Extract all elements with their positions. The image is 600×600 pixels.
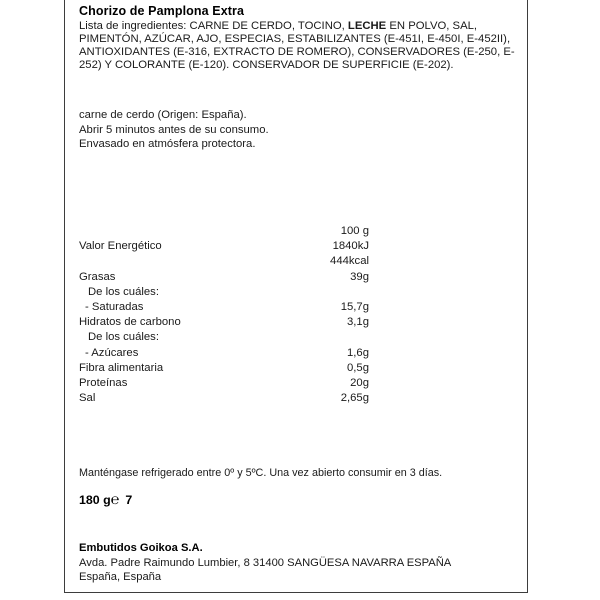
batch-number: 7: [125, 493, 133, 507]
nutrition-value: 444kcal: [330, 255, 369, 268]
nutrition-label: - Saturadas: [85, 300, 144, 313]
table-row: [79, 239, 369, 254]
nutrition-label: Proteínas: [79, 376, 128, 389]
nutrition-value: 0,5g: [347, 361, 369, 374]
product-label-panel: [64, 0, 528, 593]
note-origin: carne de cerdo (Origen: España).: [79, 109, 247, 121]
product-notes: [79, 108, 515, 152]
nutrition-value: 2,65g: [340, 392, 369, 405]
nutrition-label: De los cuáles:: [88, 331, 159, 344]
company-country: España, España: [79, 571, 162, 584]
table-row: [79, 285, 369, 300]
page-title: Chorizo de Pamplona Extra: [79, 4, 245, 18]
table-row: [79, 330, 369, 345]
nutrition-value: 20g: [350, 376, 369, 389]
table-row: [79, 346, 369, 361]
nutrition-value: 1840kJ: [332, 240, 369, 253]
table-row: [79, 315, 369, 330]
allergen-leche: LECHE: [347, 20, 387, 32]
ingredients-prefix: Lista de ingredientes:: [79, 20, 190, 32]
nutrition-header-row: [79, 224, 369, 239]
table-row: [79, 300, 369, 315]
net-weight-amount: 180 g: [79, 493, 111, 507]
table-row: [79, 270, 369, 285]
ingredients-before-allergen: CARNE DE CERDO, TOCINO,: [189, 20, 348, 32]
nutrition-label: Sal: [79, 392, 96, 405]
nutrition-label: - Azúcares: [85, 346, 139, 359]
company-details: [79, 541, 519, 585]
table-row: [79, 391, 369, 406]
table-row: [79, 254, 369, 269]
nutrition-value: 15,7g: [340, 300, 369, 313]
nutrition-table: [79, 224, 369, 406]
nutrition-column-header: 100 g: [340, 225, 369, 237]
table-row: [79, 376, 369, 391]
company-name: Embutidos Goikoa S.A.: [79, 542, 203, 554]
nutrition-label: Hidratos de carbono: [79, 316, 181, 329]
nutrition-value: 1,6g: [347, 346, 369, 359]
storage-instructions: Manténgase refrigerado entre 0º y 5ºC. Una vez abierto consumir en 3 días.: [79, 467, 443, 479]
note-open-before-consume: Abrir 5 minutos antes de su consumo.: [79, 123, 269, 136]
nutrition-label: Valor Energético: [79, 240, 162, 253]
nutrition-label: Fibra alimentaria: [79, 361, 164, 374]
estimated-sign-icon: ℮: [110, 492, 120, 508]
net-weight: [79, 492, 132, 508]
ingredients-list: [79, 20, 515, 72]
nutrition-value: 3,1g: [347, 316, 369, 329]
ingredients-after-allergen: EN POLVO, SAL, PIMENTÓN, AZÚCAR, AJO, ESPECIAS, ESTABILIZANTES (E-451I, E-450I, E-452II), ANTIOXIDANTES (E-316, EXTRACTO DE ROMERO), CONSERVADORES (E-250, E-252) Y COLORANTE (E-120). CONSERVADOR DE SUPERFICIE (E-202).: [79, 20, 515, 72]
nutrition-label: De los cuáles:: [88, 285, 159, 298]
nutrition-value: 39g: [350, 270, 369, 283]
note-protective-atmosphere: Envasado en atmósfera protectora.: [79, 138, 256, 151]
company-address: Avda. Padre Raimundo Lumbier, 8 31400 SANGÜESA NAVARRA ESPAÑA: [79, 556, 452, 569]
nutrition-label: Grasas: [79, 270, 116, 283]
table-row: [79, 361, 369, 376]
